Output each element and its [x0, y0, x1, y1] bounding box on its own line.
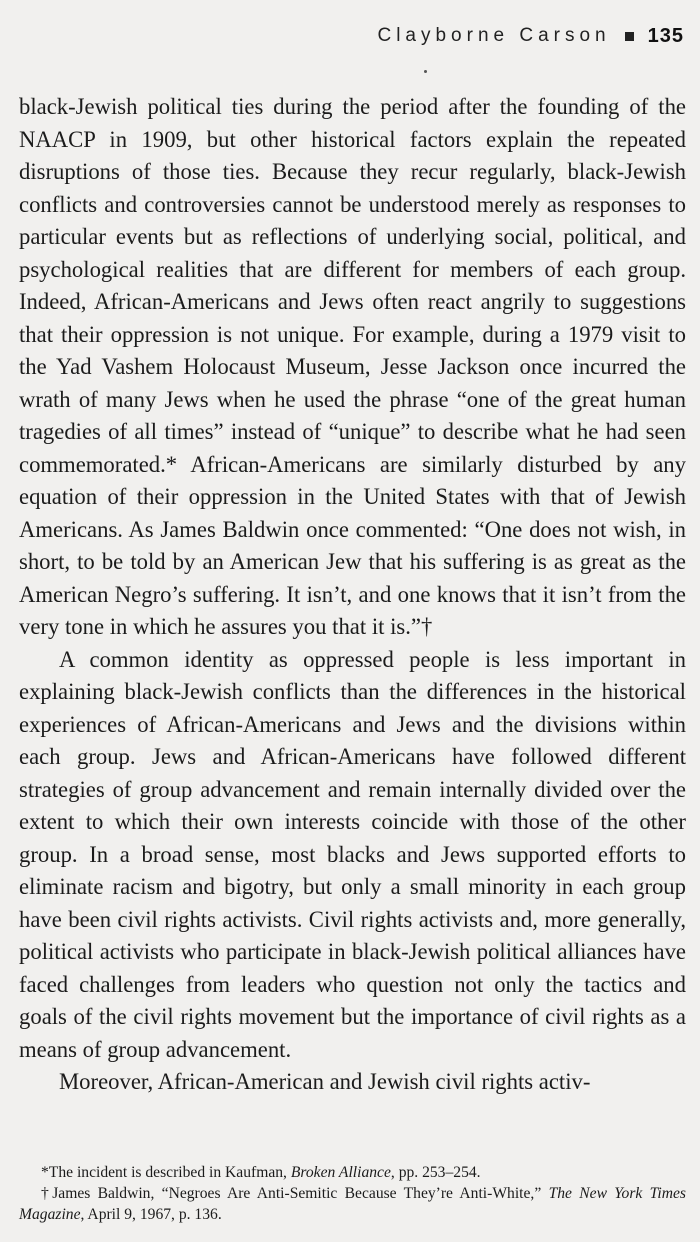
running-head-author: Clayborne Carson	[377, 25, 611, 46]
square-bullet-icon	[625, 32, 634, 41]
body-text	[19, 91, 686, 1099]
footnote-1-title: Broken Alliance	[290, 1164, 391, 1181]
paragraph-1: black-Jewish political ties during the period after the founding of the NAACP in 1909, but other historical factors explain the repeated disruptions of those ties. Because they recur regularly, black-Jewish conflicts and controversies cannot be understood merely as responses to particular events but as reflections of underlying social, political, and psychological realities that are different for members of each group. Indeed, African-Americans and Jews often react angrily to suggestions that their oppression is not unique. For example, during a 1979 visit to the Yad Vashem Holocaust Museum, Jesse Jackson once incurred the wrath of many Jews when he used the phrase “one of the great human tragedies of all times” instead of “unique” to describe what he had seen commemorated.* African-Americans are similarly disturbed by any equation of their oppression in the United States with that of Jewish Americans. As James Baldwin once commented: “One does not wish, in short, to be told by an American Jew that his suffering is as great as the American Negro’s suffering. It isn’t, and one knows that it isn’t from the very tone in which he assures you that it is.”†	[19, 94, 686, 639]
footnote-1	[19, 1162, 686, 1183]
footnote-1-prefix: *The incident is described in Kaufman,	[41, 1164, 291, 1181]
page-number: 135	[647, 24, 684, 47]
running-head	[377, 22, 684, 50]
footnotes	[19, 1162, 686, 1225]
footnote-2	[19, 1183, 686, 1225]
footnote-1-suffix: , pp. 253–254.	[390, 1164, 481, 1181]
paragraph-2: A common identity as oppressed people is less important in explaining black-Jewish conflicts than the differences in the historical experiences of African-Americans and Jews and the divisions within each group. Jews and African-Americans have followed different strategies of group advancement and remain internally divided over the extent to which their own interests coincide with those of the other group. In a broad sense, most blacks and Jews supported efforts to eliminate racism and bigotry, but only a small minority in each group have been civil rights activists. Civil rights activists and, more generally, political activists who participate in black-Jewish political alliances have faced challenges from leaders who question not only the tactics and goals of the civil rights movement but the importance of civil rights as a means of group advancement.	[19, 646, 686, 1062]
print-speck	[424, 70, 427, 73]
footnote-2-prefix: †James Baldwin, “Negroes Are Anti-Semitic Because They’re Anti-White,”	[41, 1185, 549, 1202]
footnote-2-suffix: , April 9, 1967, p. 136.	[80, 1206, 222, 1223]
paragraph-3: Moreover, African-American and Jewish civil rights activ-	[59, 1069, 591, 1094]
footnote-2-title: The New York Times Magazine	[19, 1185, 687, 1223]
